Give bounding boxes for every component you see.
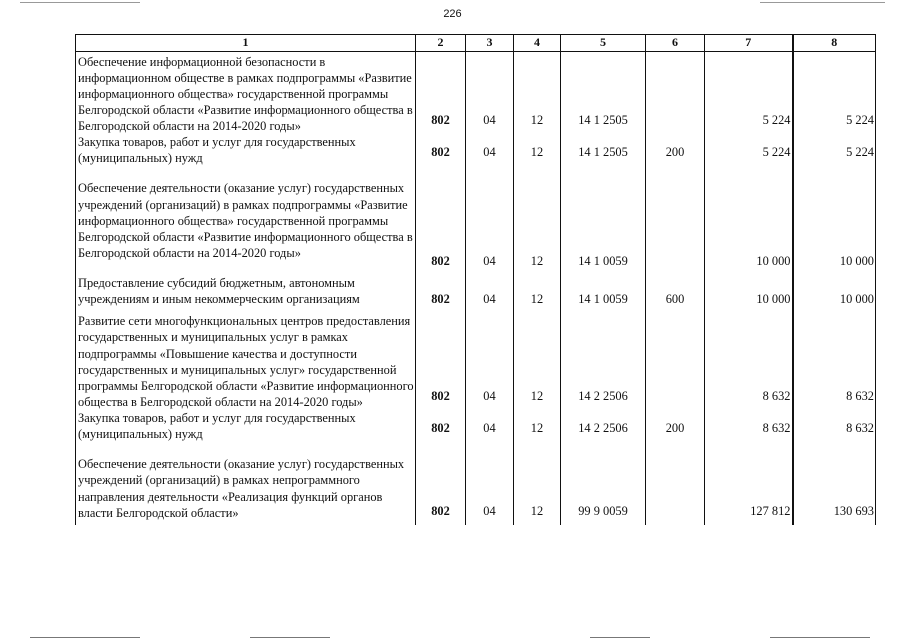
bottom-rule-right [770,637,870,638]
row-subsection: 12 [514,442,561,525]
row-gap [78,166,414,180]
row-description [76,275,416,313]
row-target-article: 14 2 2506 [561,410,646,442]
row-expense-type: 200 [646,410,705,442]
row-subsection: 12 [514,275,561,313]
row-subsection: 12 [514,313,561,410]
row-amount-year2: 8 632 [793,410,876,442]
row-ministry-code: 802 [416,51,466,134]
row-ministry-code: 802 [416,442,466,525]
row-ministry-code: 802 [416,313,466,410]
col-header-3: 3 [466,35,514,52]
col-header-2: 2 [416,35,466,52]
row-ministry-code: 802 [416,166,466,275]
row-description: Закупка товаров, работ и услуг для государственных (муниципальных) нужд [76,134,416,166]
row-subsection: 12 [514,410,561,442]
row-description: Закупка товаров, работ и услуг для государственных (муниципальных) нужд [76,410,416,442]
row-amount-year1: 5 224 [705,134,793,166]
row-description-text: Обеспечение деятельности (оказание услуг) государственных учреждений (организаций) в рамках непрограммного направления деятельности «Реализация функций органов власти Белгородской области» [78,457,405,520]
header-row [76,35,876,52]
row-amount-year2: 8 632 [793,313,876,410]
row-amount-year1: 10 000 [705,166,793,275]
col-header-5: 5 [561,35,646,52]
row-section: 04 [466,410,514,442]
table-row [76,313,876,410]
row-gap [78,261,414,275]
table-row [76,166,876,275]
row-target-article: 14 1 2505 [561,51,646,134]
budget-table [75,34,876,525]
table-row [76,442,876,525]
row-amount-year1: 10 000 [705,275,793,313]
table-row [76,134,876,166]
row-target-article: 14 1 0059 [561,275,646,313]
row-section: 04 [466,134,514,166]
row-section: 04 [466,442,514,525]
row-amount-year2: 5 224 [793,51,876,134]
col-header-8: 8 [793,35,876,52]
row-gap [78,442,414,456]
top-rule-right [760,2,885,3]
bottom-rule-mid [250,637,330,638]
table-row [76,410,876,442]
row-amount-year2: 5 224 [793,134,876,166]
bottom-rule-center [590,637,650,638]
row-expense-type: 200 [646,134,705,166]
row-ministry-code: 802 [416,275,466,313]
page-number: 226 [443,8,462,20]
row-target-article: 14 2 2506 [561,313,646,410]
row-description-text: Предоставление субсидий бюджетным, автономным учреждениям и иным некоммерческим организациям [78,276,360,307]
row-section: 04 [466,51,514,134]
row-amount-year2: 10 000 [793,275,876,313]
row-expense-type [646,51,705,134]
row-section: 04 [466,275,514,313]
row-target-article: 14 1 2505 [561,134,646,166]
col-header-7: 7 [705,35,793,52]
col-header-1: 1 [76,35,416,52]
row-amount-year1: 8 632 [705,410,793,442]
row-target-article: 14 1 0059 [561,166,646,275]
table-row [76,51,876,134]
row-section: 04 [466,313,514,410]
row-subsection: 12 [514,51,561,134]
row-expense-type: 600 [646,275,705,313]
row-description: Обеспечение информационной безопасности в информационном обществе в рамках подпрограммы «Развитие информационного общества» государственной программы Белгородской области «Развитие информационного общества в Белгородской области на 2014-2020 годы» [76,51,416,134]
row-expense-type [646,313,705,410]
row-amount-year1: 8 632 [705,313,793,410]
row-amount-year1: 5 224 [705,51,793,134]
row-expense-type [646,166,705,275]
row-description: Развитие сети многофункциональных центров предоставления государственных и муниципальных услуг в рамках подпрограммы «Повышение качества и доступности государственных и муниципальных услуг» государственной программы Белгородской области «Развитие информационного общества в Белгородской области на 2014-2020 годы» [76,313,416,410]
row-section: 04 [466,166,514,275]
row-subsection: 12 [514,166,561,275]
row-amount-year1: 127 812 [705,442,793,525]
row-gap [78,521,414,525]
row-ministry-code: 802 [416,134,466,166]
col-header-4: 4 [514,35,561,52]
row-ministry-code: 802 [416,410,466,442]
col-header-6: 6 [646,35,705,52]
row-amount-year2: 10 000 [793,166,876,275]
table-row [76,275,876,313]
row-description [76,442,416,525]
row-description [76,166,416,275]
row-subsection: 12 [514,134,561,166]
row-description-text: Обеспечение деятельности (оказание услуг) государственных учреждений (организаций) в рамках подпрограммы «Развитие информационного общества» государственной программы Белгородской области «Развитие информационного общества в Белгородской области на 2014-2020 годы» [78,181,413,260]
top-rule-left [20,2,140,3]
row-target-article: 99 9 0059 [561,442,646,525]
bottom-rule-left [30,637,140,638]
row-amount-year2: 130 693 [793,442,876,525]
row-expense-type [646,442,705,525]
